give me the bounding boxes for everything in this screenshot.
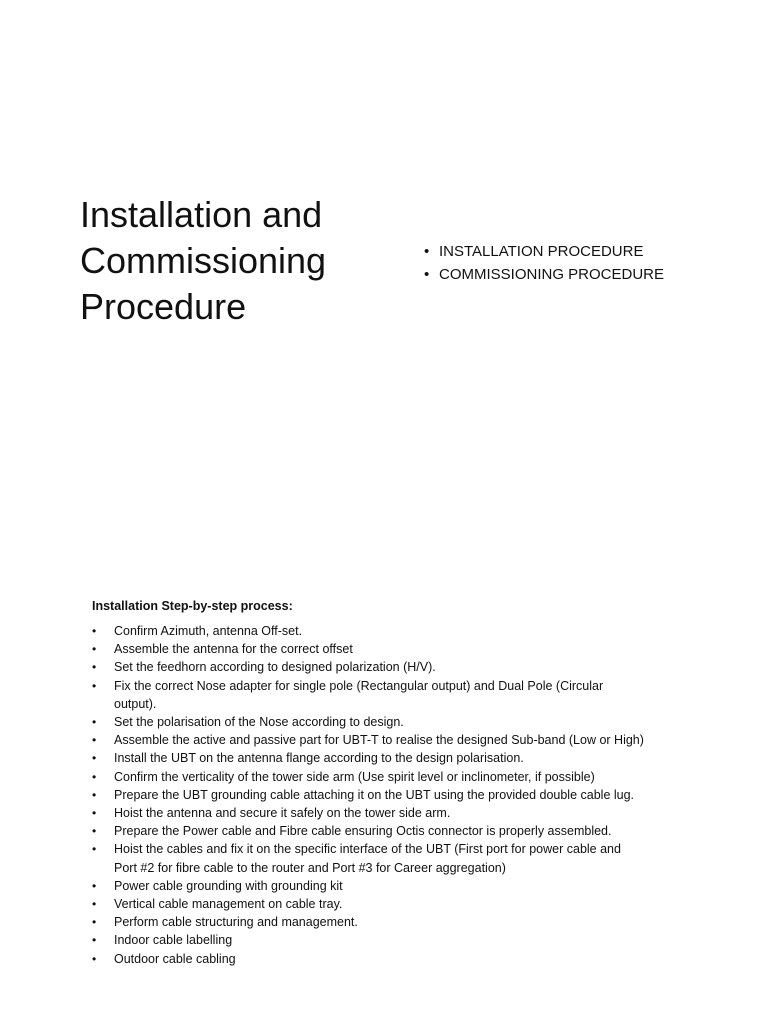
- step-text: [114, 749, 682, 767]
- step-text-line: Install the UBT on the antenna flange according to the design polarisation.: [114, 751, 524, 766]
- bullet-icon: •: [424, 243, 430, 260]
- bullet-icon: •: [92, 842, 97, 857]
- step-text: [114, 877, 682, 895]
- step-text: [114, 804, 682, 822]
- list-item: [92, 822, 682, 840]
- step-text-line: Hoist the antenna and secure it safely on the tower side arm.: [114, 806, 451, 821]
- list-item: [92, 768, 682, 786]
- list-item: [92, 749, 682, 767]
- bullet-icon: •: [92, 824, 97, 839]
- step-text-line: Hoist the cables and fix it on the specific interface of the UBT (First port for power cable and: [114, 842, 621, 857]
- bullet-icon: •: [92, 951, 97, 966]
- bullet-icon: •: [92, 733, 97, 748]
- step-text: [114, 786, 682, 804]
- bullet-icon: •: [92, 878, 97, 893]
- step-text: [114, 640, 682, 658]
- bullet-icon: •: [92, 642, 97, 657]
- step-text: [114, 713, 682, 731]
- bullet-icon: •: [92, 678, 97, 693]
- list-item: [92, 677, 682, 713]
- step-text-line: Assemble the antenna for the correct offset: [114, 642, 353, 657]
- step-text: [114, 895, 682, 913]
- bullet-icon: •: [92, 751, 97, 766]
- step-text: [114, 913, 682, 931]
- topic-label: INSTALLATION PROCEDURE: [439, 243, 644, 260]
- step-text: [114, 950, 682, 968]
- bullet-icon: •: [92, 660, 97, 675]
- step-text-line: Set the polarisation of the Nose according to design.: [114, 715, 404, 730]
- step-text-line: Perform cable structuring and management.: [114, 915, 358, 930]
- bullet-icon: •: [92, 769, 97, 784]
- step-text-line: Indoor cable labelling: [114, 933, 233, 948]
- list-item: [92, 731, 682, 749]
- step-text-line: Confirm the verticality of the tower side arm (Use spirit level or inclinometer, if possible): [114, 769, 595, 784]
- bullet-icon: •: [92, 897, 97, 912]
- step-text: [114, 840, 682, 876]
- step-text-line: output).: [114, 696, 157, 711]
- list-item: [92, 895, 682, 913]
- list-item: [424, 240, 664, 263]
- list-item: [92, 713, 682, 731]
- list-item: [92, 786, 682, 804]
- step-text-line: Vertical cable management on cable tray.: [114, 897, 343, 912]
- step-text: [114, 622, 682, 640]
- bullet-icon: •: [92, 715, 97, 730]
- list-item: [92, 622, 682, 640]
- step-text: [114, 677, 682, 713]
- list-item: [92, 950, 682, 968]
- step-text-line: Power cable grounding with grounding kit: [114, 878, 343, 893]
- step-text-line: Set the feedhorn according to designed polarization (H/V).: [114, 660, 436, 675]
- bullet-icon: •: [92, 787, 97, 802]
- section-heading: Installation Step-by-step process:: [92, 599, 293, 613]
- list-item: [92, 931, 682, 949]
- list-item: [92, 804, 682, 822]
- topics-list: [424, 240, 664, 286]
- title-line: Procedure: [80, 286, 247, 327]
- step-text: [114, 658, 682, 676]
- list-item: [424, 263, 664, 286]
- bullet-icon: •: [92, 915, 97, 930]
- list-item: [92, 658, 682, 676]
- bullet-icon: •: [92, 624, 97, 638]
- title-line: Commissioning: [80, 240, 327, 281]
- bullet-icon: •: [92, 806, 97, 821]
- step-text-line: Prepare the Power cable and Fibre cable ensuring Octis connector is properly assembled.: [114, 824, 612, 839]
- step-text: [114, 931, 682, 949]
- step-text-line: Outdoor cable cabling: [114, 951, 236, 966]
- topic-label: COMMISSIONING PROCEDURE: [439, 266, 665, 283]
- list-item: [92, 877, 682, 895]
- list-item: [92, 640, 682, 658]
- step-text-line: Prepare the UBT grounding cable attaching it on the UBT using the provided double cable lug.: [114, 787, 635, 802]
- step-text-line: Fix the correct Nose adapter for single pole (Rectangular output) and Dual Pole (Circular: [114, 678, 604, 693]
- step-text-line: Confirm Azimuth, antenna Off-set.: [114, 624, 303, 638]
- step-text-line: Port #2 for fibre cable to the router and Port #3 for Career aggregation): [114, 860, 506, 875]
- bullet-icon: •: [424, 266, 430, 283]
- steps-list: [92, 622, 682, 968]
- title-line: Installation and: [80, 194, 323, 235]
- installation-steps-section: [92, 597, 682, 968]
- page-title: [80, 192, 400, 330]
- list-item: [92, 840, 682, 876]
- step-text: [114, 768, 682, 786]
- step-text-line: Assemble the active and passive part for UBT-T to realise the designed Sub-band (Low or High): [114, 733, 644, 748]
- step-text: [114, 731, 682, 749]
- step-text: [114, 822, 682, 840]
- bullet-icon: •: [92, 933, 97, 948]
- list-item: [92, 913, 682, 931]
